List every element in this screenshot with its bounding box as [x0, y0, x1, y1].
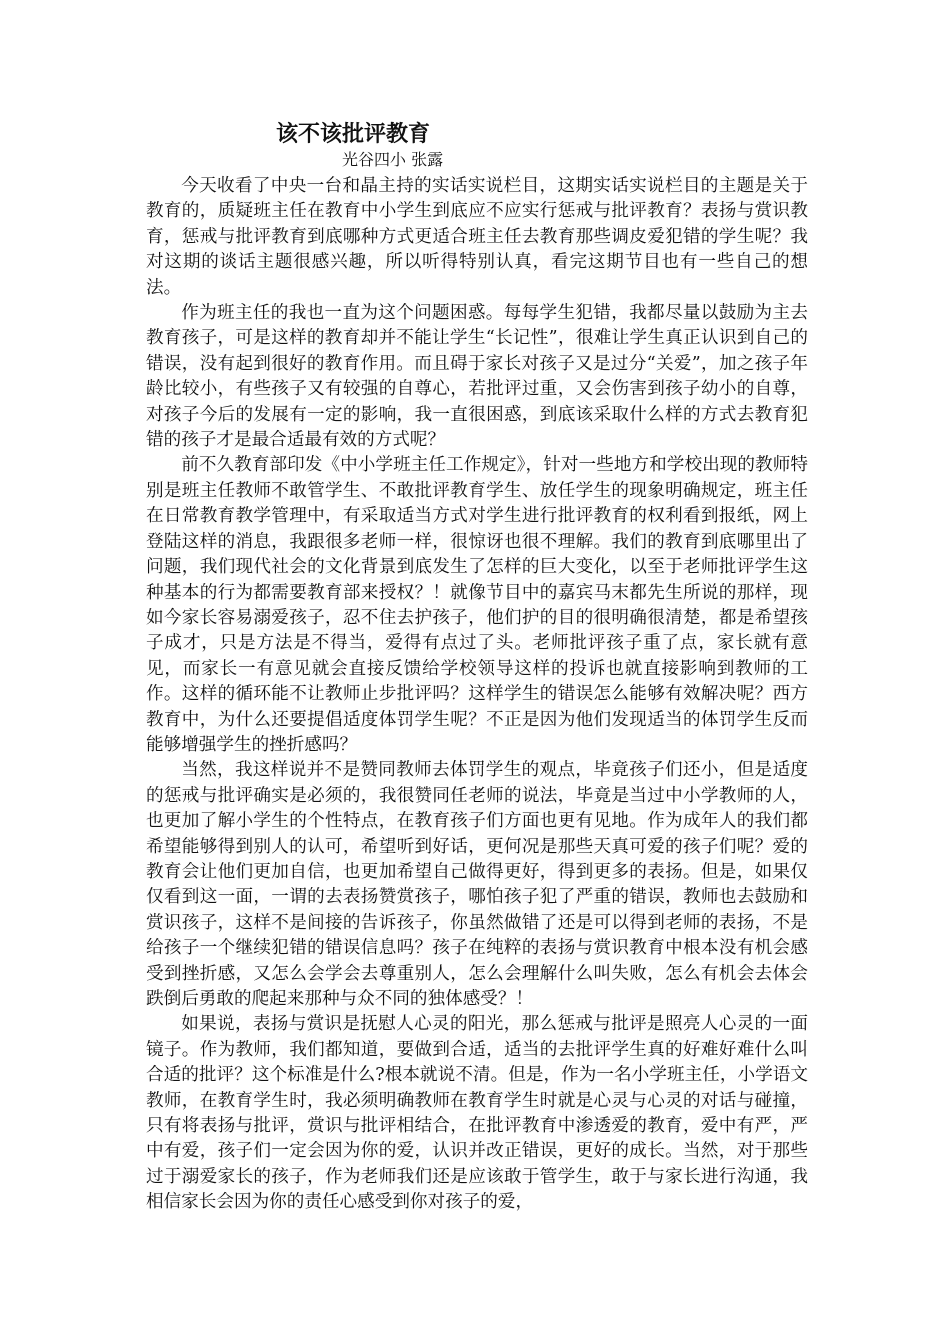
- paragraph-4: 当然，我这样说并不是赞同教师去体罚学生的观点，毕竟孩子们还小，但是适度的惩戒与批评确实是必须的，我很赞同任老师的说法，毕竟是当过中小学教师的人，也更加了解小学生的个性特点，在教育孩子们方面也更有见地。作为成年人的我们都希望能够得到别人的认可，希望听到好话，更何况是那些天真可爱的孩子们呢？爱的教育会让他们更加自信，也更加希望自己做得更好，得到更多的表扬。但是，如果仅仅看到这一面，一谓的去表扬赞赏孩子，哪怕孩子犯了严重的错误，教师也去鼓励和赏识孩子，这样不是间接的告诉孩子，你虽然做错了还是可以得到老师的表扬，不是给孩子一个继续犯错的错误信息吗？孩子在纯粹的表扬与赏识教育中根本没有机会感受到挫折感，又怎么会学会去尊重别人，怎么会理解什么叫失败，怎么有机会去体会跌倒后勇敢的爬起来那种与众不同的独体感受？！: [146, 760, 808, 1009]
- document-body: [146, 174, 808, 1216]
- paragraph-3: 前不久教育部印发《中小学班主任工作规定》，针对一些地方和学校出现的教师特别是班主任教师不敢管学生、不敢批评教育学生、放任学生的现象明确规定，班主任在日常教育教学管理中，有采取适当方式对学生进行批评教育的权利看到报纸，网上登陆这样的消息，我跟很多老师一样，很惊讶也很不理解。我们的教育到底哪里出了问题，我们现代社会的文化背景到底发生了怎样的巨大变化，以至于老师批评学生这种基本的行为都需要教育部来授权？！就像节目中的嘉宾马末都先生所说的那样，现如今家长容易溺爱孩子，忍不住去护孩子，他们护的目的很明确很清楚，都是希望孩子成才，只是方法是不得当，爱得有点过了头。老师批评孩子重了点，家长就有意见，而家长一有意见就会直接反馈给学校领导这样的投诉也就直接影响到教师的工作。这样的循环能不让教师止步批评吗？这样学生的错误怎么能够有效解决呢？西方教育中，为什么还要提倡适度体罚学生呢？不正是因为他们发现适当的体罚学生反而能够增强学生的挫折感吗？: [146, 455, 808, 755]
- paragraph-2: 作为班主任的我也一直为这个问题困惑。每每学生犯错，我都尽量以鼓励为主去教育孩子，可是这样的教育却并不能让学生“长记性”，很难让学生真正认识到自己的错误，没有起到很好的教育作用。而且碍于家长对孩子又是过分“关爱”，加之孩子年龄比较小，有些孩子又有较强的自尊心，若批评过重，又会伤害到孩子幼小的自尊，对孩子今后的发展有一定的影响，我一直很困惑，到底该采取什么样的方式去教育犯错的孩子才是最合适最有效的方式呢？: [146, 303, 808, 451]
- document-title: 该不该批评教育: [276, 122, 431, 147]
- author-byline: 光谷四小 张露: [342, 150, 444, 169]
- paragraph-1: 今天收看了中央一台和晶主持的实话实说栏目，这期实话实说栏目的主题是关于教育的，质疑班主任在教育中小学生到底应不应实行惩戒与批评教育？表扬与赏识教育，惩戒与批评教育到底哪种方式更适合班主任去教育那些调皮爱犯错的学生呢？我对这期的谈话主题很感兴趣，所以听得特别认真，看完这期节目也有一些自己的想法。: [146, 176, 808, 298]
- paragraph-5: 如果说，表扬与赏识是抚慰人心灵的阳光，那么惩戒与批评是照亮人心灵的一面镜子。作为教师，我们都知道，要做到合适，适当的去批评学生真的好难好难什么叫合适的批评？这个标准是什么?根本就说不清。但是，作为一名小学班主任，小学语文教师，在教育学生时，我必须明确教师在教育学生时就是心灵与心灵的对话与碰撞，只有将表扬与批评，赏识与批评相结合，在批评教育中渗透爱的教育，爱中有严，严中有爱，孩子们一定会因为你的爱，认识并改正错误，更好的成长。当然，对于那些过于溺爱家长的孩子，作为老师我们还是应该敢于管学生，敢于与家长进行沟通，我相信家长会因为你的责任心感受到你对孩子的爱，: [146, 1014, 808, 1213]
